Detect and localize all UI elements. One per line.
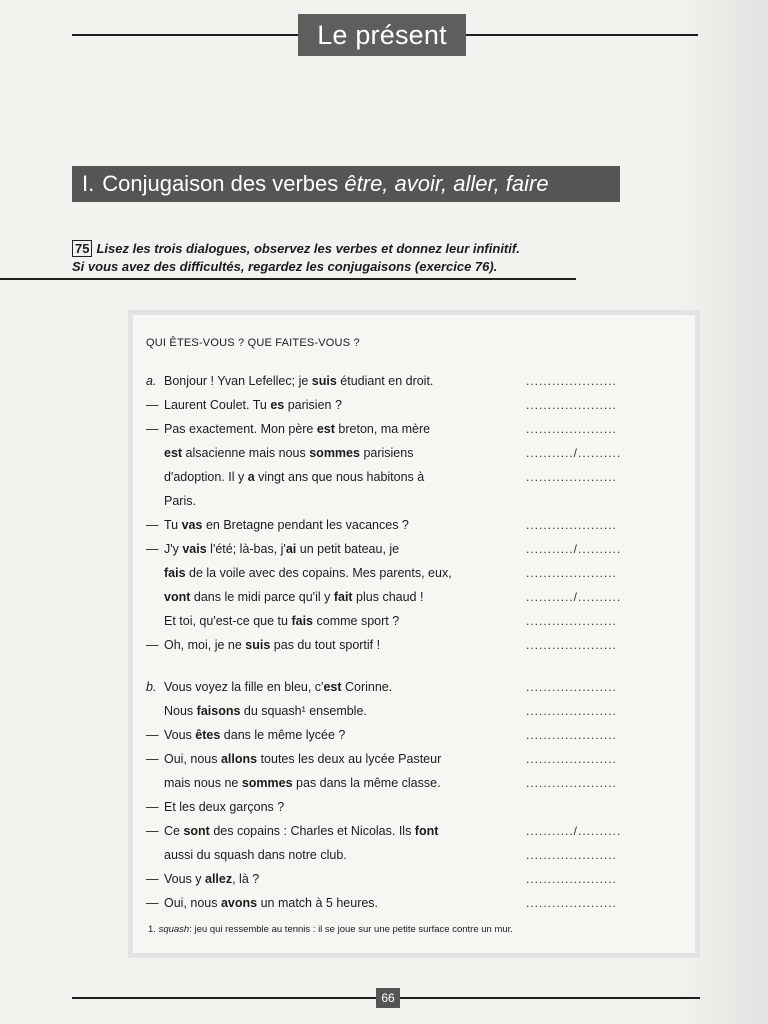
text-run: pas dans la même classe.	[292, 776, 441, 790]
text-run: Corinne.	[341, 680, 393, 694]
text-run: , là ?	[232, 872, 260, 886]
dialogue-text	[164, 489, 196, 513]
text-run: Oui, nous	[164, 752, 221, 766]
section-verbs: être, avoir, aller, faire	[344, 171, 549, 196]
answer-blank[interactable]: .....................	[526, 398, 618, 412]
verb-highlight: êtes	[195, 728, 221, 742]
verb-highlight: vais	[182, 542, 207, 556]
dialogue-text	[164, 441, 413, 465]
dialogue-text	[164, 633, 380, 657]
text-run: parisiens	[359, 446, 414, 460]
dialogue-marker: —	[146, 638, 159, 652]
text-run: Et toi, qu'est-ce que tu	[164, 614, 292, 628]
dialogue-text	[164, 585, 423, 609]
dialogue-text	[164, 699, 367, 723]
dialogue-marker: —	[146, 800, 159, 814]
text-run: Tu	[164, 518, 182, 532]
exercise-instruction	[72, 240, 592, 276]
text-run: Vous	[164, 728, 196, 742]
verb-highlight: suis	[245, 638, 271, 652]
text-run: de la voile avec des copains. Mes parents, eux,	[185, 566, 452, 580]
text-run: Vous voyez la fille en bleu, c'	[164, 680, 324, 694]
text-run: dans le midi parce qu'il y	[190, 590, 334, 604]
footnote-text: : jeu qui ressemble au tennis : il se joue sur une petite surface contre un mur.	[189, 924, 513, 935]
verb-highlight: faisons	[196, 704, 241, 718]
text-run: Bonjour ! Yvan Lefellec; je	[164, 374, 312, 388]
dialogue-marker: —	[146, 728, 159, 742]
answer-blank[interactable]: .....................	[526, 374, 618, 388]
text-run: mais nous ne	[164, 776, 242, 790]
text-run: Paris.	[164, 494, 196, 508]
dialogue-line	[146, 723, 345, 747]
dialogue-line	[146, 699, 367, 723]
text-run: Vous y	[164, 872, 205, 886]
dialogue-line	[146, 633, 380, 657]
dialogue-line	[146, 489, 196, 513]
footnote-number: 1.	[148, 924, 156, 935]
verb-highlight: est	[316, 422, 335, 436]
text-run: Pas exactement. Mon père	[164, 422, 317, 436]
dialogue-text	[164, 369, 433, 393]
text-run: dans le même lycée ?	[220, 728, 346, 742]
dialogue-text	[164, 891, 378, 915]
text-run: Et les deux garçons ?	[164, 800, 285, 814]
answer-blank[interactable]: .....................	[526, 518, 618, 532]
dialogue-heading: QUI ÊTES-VOUS ? QUE FAITES-VOUS ?	[146, 337, 360, 349]
dialogue-line	[146, 585, 423, 609]
section-title	[72, 166, 620, 202]
dialogue-line	[146, 369, 433, 393]
answer-blank[interactable]: .....................	[526, 680, 618, 694]
text-run: Laurent Coulet. Tu	[164, 398, 271, 412]
dialogue-line	[146, 819, 438, 843]
dialogue-marker: a.	[146, 374, 157, 388]
dialogue-line	[146, 891, 378, 915]
footnote-term: squash	[158, 924, 190, 935]
text-run: Oh, moi, je ne	[164, 638, 246, 652]
dialogue-text	[164, 417, 430, 441]
dialogue-marker: —	[146, 518, 159, 532]
verb-highlight: allons	[220, 752, 258, 766]
dialogue-line	[146, 867, 259, 891]
dialogue-marker: b.	[146, 680, 157, 694]
verb-highlight: ai	[285, 542, 297, 556]
dialogue-line	[146, 795, 284, 819]
answer-blank[interactable]: .....................	[526, 704, 618, 718]
verb-highlight: a	[247, 470, 255, 484]
instruction-line-1: Lisez les trois dialogues, observez les verbes et donnez leur infinitif.	[96, 241, 520, 256]
verb-highlight: sont	[183, 824, 210, 838]
verb-highlight: vas	[181, 518, 203, 532]
answer-blank[interactable]: .........../..........	[526, 590, 622, 604]
dialogue-text	[164, 465, 424, 489]
answer-blank[interactable]: .....................	[526, 776, 618, 790]
text-run: comme sport ?	[313, 614, 400, 628]
dialogue-text	[164, 795, 284, 819]
answer-blank[interactable]: .....................	[526, 728, 618, 742]
dialogue-text	[164, 867, 259, 891]
answer-blank[interactable]: .........../..........	[526, 446, 622, 460]
verb-highlight: sommes	[309, 446, 360, 460]
exercise-number: 75	[72, 240, 92, 257]
dialogue-marker: —	[146, 896, 159, 910]
verb-highlight: font	[414, 824, 439, 838]
text-run: plus chaud !	[352, 590, 424, 604]
text-run: vingt ans que nous habitons à	[254, 470, 425, 484]
verb-highlight: vont	[164, 590, 191, 604]
dialogue-marker: —	[146, 422, 159, 436]
text-run: Ce	[164, 824, 184, 838]
dialogue-text	[164, 675, 392, 699]
text-run: Nous	[164, 704, 197, 718]
title-rule-left	[72, 34, 298, 36]
page-title: Le présent	[298, 14, 466, 56]
dialogue-text	[164, 393, 342, 417]
verb-highlight: est	[164, 446, 183, 460]
verb-highlight: es	[270, 398, 285, 412]
answer-blank[interactable]: .....................	[526, 896, 618, 910]
dialogue-text	[164, 609, 399, 633]
dialogue-line	[146, 843, 347, 867]
dialogue-line	[146, 417, 430, 441]
text-run: des copains : Charles et Nicolas. Ils	[209, 824, 415, 838]
text-run: alsacienne mais nous	[182, 446, 310, 460]
text-run: un petit bateau, je	[296, 542, 400, 556]
verb-highlight: fais	[164, 566, 186, 580]
answer-blank[interactable]: .....................	[526, 848, 618, 862]
answer-blank[interactable]: .....................	[526, 566, 618, 580]
text-run: aussi du squash dans notre club.	[164, 848, 347, 862]
answer-blank[interactable]: .....................	[526, 752, 618, 766]
answer-blank[interactable]: .....................	[526, 422, 618, 436]
dialogue-line	[146, 537, 399, 561]
text-run: parisien ?	[284, 398, 342, 412]
dialogue-text	[164, 819, 438, 843]
dialogue-text	[164, 561, 452, 585]
title-rule-right	[466, 34, 698, 36]
dialogue-text	[164, 513, 409, 537]
dialogue-text	[164, 537, 399, 561]
text-run: toutes les deux au lycée Pasteur	[257, 752, 442, 766]
dialogue-line	[146, 771, 441, 795]
instruction-underline	[0, 278, 576, 280]
dialogue-marker: —	[146, 872, 159, 886]
text-run: un match à 5 heures.	[257, 896, 379, 910]
text-run: breton, ma mère	[334, 422, 431, 436]
verb-highlight: fais	[291, 614, 314, 628]
dialogue-marker: —	[146, 824, 159, 838]
text-run: Oui, nous	[164, 896, 221, 910]
dialogue-line	[146, 393, 342, 417]
page-number: 66	[376, 988, 400, 1008]
text-run: d'adoption. Il y	[164, 470, 248, 484]
dialogue-line	[146, 747, 441, 771]
answer-blank[interactable]: .....................	[526, 470, 618, 484]
dialogue-text	[164, 723, 345, 747]
section-text: Conjugaison des verbes	[102, 171, 345, 196]
text-run: J'y	[164, 542, 183, 556]
answer-blank[interactable]: .....................	[526, 872, 618, 886]
text-run: du squash¹ ensemble.	[240, 704, 367, 718]
dialogue-text	[164, 771, 441, 795]
text-run: l'été; là-bas, j'	[206, 542, 286, 556]
verb-highlight: allez	[205, 872, 233, 886]
answer-blank[interactable]: .........../..........	[526, 824, 622, 838]
verb-highlight: fait	[333, 590, 353, 604]
dialogue-marker: —	[146, 752, 159, 766]
dialogue-marker: —	[146, 542, 159, 556]
verb-highlight: suis	[311, 374, 337, 388]
footer-rule-left	[72, 997, 376, 999]
dialogue-line	[146, 675, 392, 699]
dialogue-line	[146, 441, 413, 465]
dialogue-text	[164, 747, 441, 771]
dialogue-line	[146, 609, 399, 633]
answer-blank[interactable]: .....................	[526, 614, 618, 628]
instruction-line-2: Si vous avez des difficultés, regardez les conjugaisons (exercice 76).	[72, 259, 498, 274]
answer-blank[interactable]: .....................	[526, 638, 618, 652]
verb-highlight: sommes	[241, 776, 293, 790]
dialogue-marker: —	[146, 398, 159, 412]
text-run: étudiant en droit.	[336, 374, 434, 388]
dialogue-line	[146, 561, 452, 585]
footnote	[148, 924, 513, 935]
verb-highlight: avons	[220, 896, 258, 910]
footer-rule-right	[400, 997, 700, 999]
answer-blank[interactable]: .........../..........	[526, 542, 622, 556]
verb-highlight: est	[323, 680, 342, 694]
dialogue-line	[146, 465, 424, 489]
text-run: pas du tout sportif !	[270, 638, 381, 652]
section-number: I.	[82, 171, 95, 196]
dialogue-line	[146, 513, 409, 537]
text-run: en Bretagne pendant les vacances ?	[202, 518, 409, 532]
dialogue-text	[164, 843, 347, 867]
